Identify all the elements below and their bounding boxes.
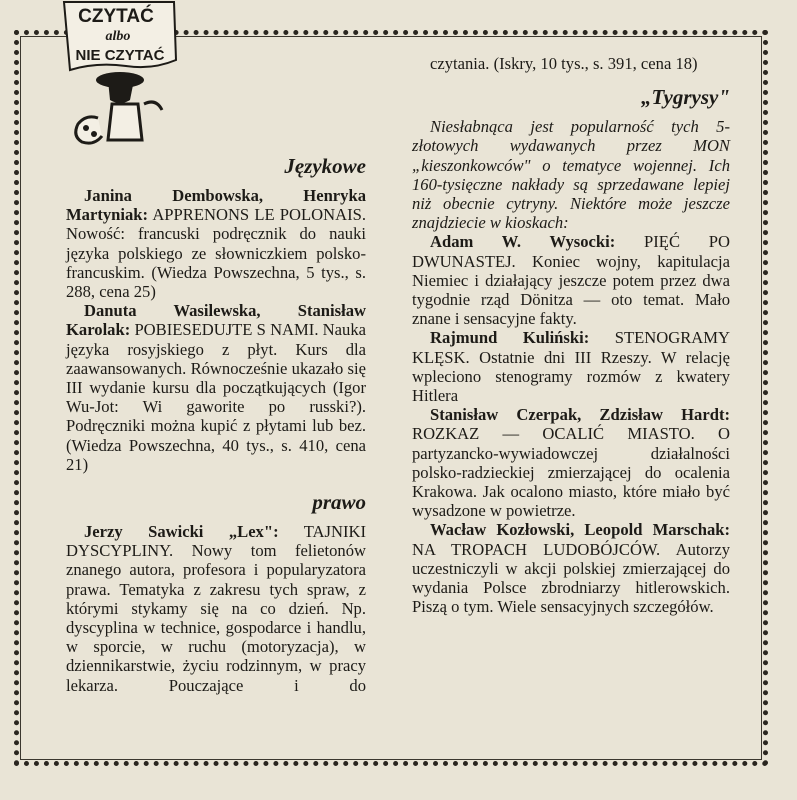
section-title-tygrysy: „Tygrysy" <box>640 85 730 110</box>
review-authors: Jerzy Sawicki „Lex": <box>84 522 279 542</box>
review-pobiesedujte <box>66 301 366 474</box>
review-text: Ostatnie dni III Rzeszy. W relację wpleciono stenogramy rozmów z kwatery Hitlera <box>412 347 730 406</box>
review-tajniki <box>66 522 366 695</box>
review-title: PIĘĆ PO DWUNASTEJ. <box>412 232 730 271</box>
review-authors: Adam W. Wysocki: <box>430 232 616 252</box>
review-authors: Janina Dembowska, Henryka Martyniak: <box>66 186 366 225</box>
section-title-jezykowe: Językowe <box>284 154 366 178</box>
review-authors: Rajmund Kuliński: <box>430 328 590 348</box>
logo-line3: NIE CZYTAĆ <box>75 47 165 64</box>
review-title: TAJNIKI DYSCYPLINY. <box>66 522 366 561</box>
review-title: NA TROPACH LUDOBÓJCÓW. <box>412 539 661 559</box>
review-text: Autorzy uczestniczyli w akcji polskiej zmierzającej do wydania Polsce zbrodniarzy hitlerowskich. Piszą o tym. Wiele sensacyjnych szczegółów. <box>412 539 730 617</box>
review-authors: Danuta Wasilewska, Stanisław Karolak: <box>66 301 366 340</box>
review-na-tropach <box>412 520 730 616</box>
review-title: STENOGRAMY KLĘSK. <box>412 328 730 367</box>
review-title: POBIESEDUJTE S NAMI. <box>134 320 319 340</box>
logo-line1: CZYTAĆ <box>78 6 154 27</box>
logo-line2: albo <box>105 29 131 44</box>
review-text: O partyzancko-wywiadowczej działalności polsko-radzieckiej zmierzającej do ocalenia Krakowa. Jak ocalono miasto, które miało być wysadzone w powietrze. <box>412 424 730 521</box>
review-stenogramy <box>412 328 730 405</box>
review-text: Koniec wojny, kapitulacja Niemiec i działający jeszcze potem przez dwa tygodnie rząd Dönitza — oto temat. Mało znane i sensacyjne fakty. <box>412 251 730 329</box>
review-authors: Stanisław Czerpak, Zdzisław Hardt: <box>430 405 730 425</box>
right-column <box>412 54 730 616</box>
review-text: Nowość: francuski podręcznik do nauki języka polskiego ze słowniczkiem polsko-francuskim. (Wiedza Powszechna, 5 tys., s. 288, cena 25) <box>66 224 366 302</box>
cut-off-headline-strip <box>10 782 770 800</box>
review-continuation: czytania. (Iskry, 10 tys., s. 391, cena 18) <box>430 54 698 73</box>
review-apprenons <box>66 186 366 301</box>
section-title-prawo: prawo <box>312 490 366 515</box>
review-text: Nauka języka rosyjskiego z płyt. Kurs dla zaawansowanych. Równocześnie ukazało się III wydanie kursu dla początkujących (Igor Wu-Jot: Wi gaworite po russki?). Podręczniki można kupić z płytami lub bez. (Wiedza Powszechna, 40 tys., s. 410, cena 21) <box>66 320 366 474</box>
review-text: Nowy tom felietonów znanego autora, profesora i popularyzatora prawa. Tematyka z zakresu tych spraw, z którymi stykamy się na co dzień. Np. dyscyplina w technice, gospodarce i handlu, w sporcie, w ruchu (motoryzacja), w dziennikarstwie, życiu rodzinnym, w pracy lekarza. Pouczające i do <box>66 541 366 695</box>
review-title: ROZKAZ — OCALIĆ MIASTO. <box>412 424 695 444</box>
review-rozkaz <box>412 405 730 520</box>
section-intro: Niesłabnąca jest popularność tych 5-złotowych wydawanych przez MON „kieszonkowców" o tematyce wojennej. Ich 160-tysięczne nakłady są sprzedawane lepiej niż obecnie cytryny. Niektóre może jeszcze znajdziecie w kioskach: <box>412 117 730 233</box>
review-piec-po-dwunastej <box>412 232 730 328</box>
czytac-logo <box>56 0 184 148</box>
left-column <box>66 150 366 695</box>
review-title: APPRENONS LE POLONAIS. <box>152 205 366 225</box>
review-authors: Wacław Kozłowski, Leopold Marschak: <box>430 520 730 540</box>
